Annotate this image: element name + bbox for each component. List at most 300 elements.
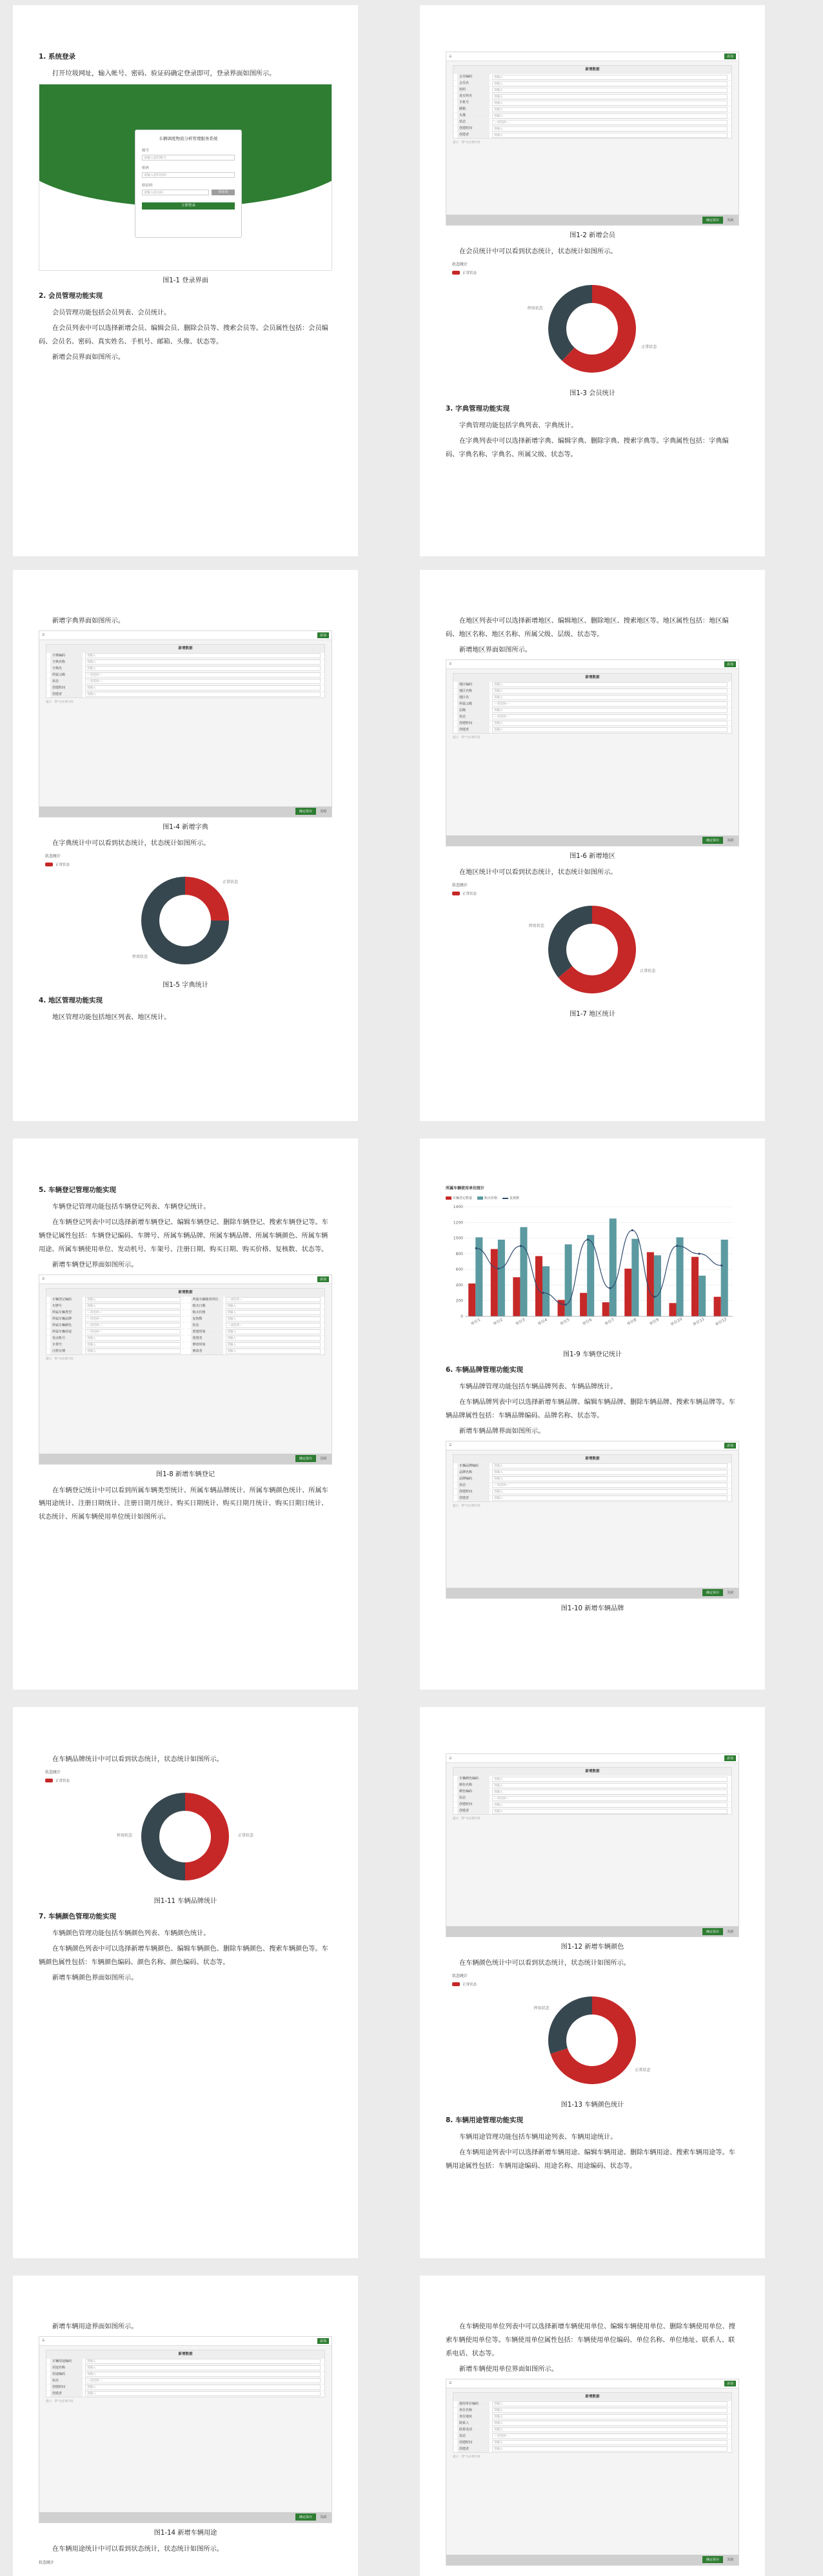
field-input[interactable]: 请输入 xyxy=(492,1809,728,1814)
figure-caption: 图1-11 车辆品牌统计 xyxy=(154,1897,217,1905)
save-button[interactable]: 确定保存 xyxy=(702,837,723,844)
field-input[interactable]: 请输入 xyxy=(226,1342,321,1347)
form-row xyxy=(453,720,731,727)
menu-icon[interactable]: ☰ xyxy=(449,662,452,667)
form-row xyxy=(46,665,324,672)
captcha-input[interactable]: 请输入验证码 xyxy=(142,190,209,195)
save-button[interactable]: 确定保存 xyxy=(295,808,316,815)
field-label: 所属车辆品牌 xyxy=(50,1316,83,1322)
field-label: 状态 xyxy=(50,679,83,685)
form-row xyxy=(453,727,731,733)
form-row xyxy=(453,2401,731,2407)
form-card xyxy=(453,1767,732,1815)
form-note: 提示：带*为必填字段 xyxy=(453,2455,481,2459)
field-input[interactable]: ---请选择--- xyxy=(226,1297,321,1302)
form-row xyxy=(46,1303,184,1309)
field-input[interactable]: 请输入 xyxy=(85,2365,321,2370)
chart-title: 状态统计 xyxy=(452,883,468,888)
form-row xyxy=(46,2377,324,2384)
form-card xyxy=(453,2392,732,2453)
field-input[interactable]: 请输入 xyxy=(492,1476,728,1481)
field-input[interactable]: 请输入 xyxy=(492,81,728,86)
field-label: 状态 xyxy=(457,1795,490,1801)
form-row xyxy=(453,707,731,714)
form-header: 新增数据 xyxy=(453,674,731,681)
field-input[interactable]: 请输入 xyxy=(492,133,728,138)
field-input[interactable]: 请输入 xyxy=(492,1790,728,1795)
form-row xyxy=(453,681,731,688)
form-row xyxy=(453,2407,731,2414)
add-button[interactable]: 添加 xyxy=(317,1276,329,1282)
field-input[interactable]: 请输入 xyxy=(226,1303,321,1309)
field-input[interactable]: 请输入 xyxy=(492,101,728,106)
paragraph: 在车辆用途列表中可以选择新增车辆用途、编辑车辆用途、删除车辆用途、搜索车辆用途等。车辆用途属性包括：车辆用途编码、用途名称、用途编码、状态等。 xyxy=(446,2149,735,2170)
field-input[interactable]: ---请选择--- xyxy=(226,1323,321,1328)
form-row xyxy=(453,106,731,112)
save-button[interactable]: 确定保存 xyxy=(702,1928,723,1935)
slice-label: 正常状态 xyxy=(222,879,238,884)
section-title: 2. 会员管理功能实现 xyxy=(39,291,103,300)
line-point xyxy=(676,1245,678,1247)
line-point xyxy=(542,1292,544,1294)
field-input[interactable]: 请输入 xyxy=(492,75,728,80)
form-row xyxy=(187,1348,325,1354)
form-row xyxy=(46,1296,184,1303)
field-input[interactable]: 请输入 xyxy=(492,2440,728,2445)
field-input[interactable]: 请输入 xyxy=(492,708,728,713)
paragraph: 在车辆品牌统计中可以看到状态统计，状态统计如图所示。 xyxy=(52,1756,223,1763)
field-label: 单位地址 xyxy=(457,2414,490,2420)
form-row xyxy=(187,1316,325,1322)
form-row xyxy=(46,691,324,698)
menu-icon[interactable]: ☰ xyxy=(449,54,452,59)
field-input[interactable]: 请输入 xyxy=(492,1802,728,1808)
field-input[interactable]: 请输入 xyxy=(492,1489,728,1494)
menu-icon[interactable]: ☰ xyxy=(42,633,45,638)
field-input[interactable]: 请输入 xyxy=(85,2391,321,2396)
form-footer xyxy=(446,1588,739,1598)
form-row xyxy=(46,1329,184,1335)
paragraph: 在车辆用途统计中可以看到状态统计，状态统计如图所示。 xyxy=(52,2545,223,2553)
field-input[interactable]: 请输入 xyxy=(226,1329,321,1334)
legend-label: 正常状态 xyxy=(462,271,477,275)
field-input[interactable]: ---请选择--- xyxy=(85,1310,181,1315)
donut-slice xyxy=(548,1996,592,2054)
form-row xyxy=(453,112,731,119)
field-input[interactable]: ---请选择--- xyxy=(492,1796,728,1801)
form-note: 提示：带*为必填字段 xyxy=(46,700,74,704)
line-point xyxy=(631,1229,633,1231)
field-label: 字典编码 xyxy=(50,653,83,659)
field-label: 创建者 xyxy=(457,2446,490,2452)
field-label: 创建者 xyxy=(191,1336,223,1342)
field-label: 创建时间 xyxy=(50,685,83,691)
form-row xyxy=(46,2390,324,2397)
field-input[interactable]: 请输入 xyxy=(492,1470,728,1475)
paragraph: 新增地区界面如图所示。 xyxy=(459,646,532,654)
field-label: 联系电话 xyxy=(457,2427,490,2433)
line-point xyxy=(564,1303,566,1305)
form-row xyxy=(46,659,324,665)
add-registration-screenshot xyxy=(39,1274,332,1465)
paragraph: 在车辆使用单位列表中可以选择新增车辆使用单位、编辑车辆使用单位、删除车辆使用单位、搜索车辆使用单位等。车辆使用单位属性包括：车辆使用单位编码、单位名称、单位地址、联系人、联系电话、状态等。 xyxy=(446,2323,735,2357)
field-label: 所属车辆类型 xyxy=(50,1310,83,1316)
line-point xyxy=(475,1247,477,1249)
field-label: 车辆用途编码 xyxy=(50,2359,83,2365)
donut-svg xyxy=(446,261,739,384)
add-button[interactable]: 添加 xyxy=(317,2338,329,2344)
x-tick-label: 单位4 xyxy=(537,1317,548,1327)
field-input[interactable]: 请输入 xyxy=(492,2446,728,2452)
field-label: 地区名称 xyxy=(457,688,490,694)
slice-label: 停用状态 xyxy=(116,1833,132,1838)
bar xyxy=(654,1255,661,1316)
form-row xyxy=(46,1348,184,1354)
field-input[interactable]: 请输入 xyxy=(85,2372,321,2377)
figure-caption: 图1-9 车辆登记统计 xyxy=(562,1351,622,1358)
field-input[interactable]: 请输入 xyxy=(492,126,728,132)
page-5 xyxy=(13,1138,358,1690)
field-label: 创建者 xyxy=(457,1496,490,1501)
form-footer xyxy=(39,2512,332,2522)
field-input[interactable]: 请输入 xyxy=(492,688,728,694)
screenshot-toolbar xyxy=(446,660,739,669)
field-label: 创建时间 xyxy=(457,721,490,727)
field-label: 单位名称 xyxy=(457,2408,490,2414)
field-label: 创建者 xyxy=(457,132,490,138)
y-tick-label: 400 xyxy=(455,1283,463,1288)
bar xyxy=(714,1297,721,1316)
form-row xyxy=(46,1316,184,1322)
form-row xyxy=(453,1795,731,1801)
field-label: 邮箱 xyxy=(457,106,490,112)
x-tick-label: 单位5 xyxy=(559,1317,571,1327)
legend-label: 车辆登记数量 xyxy=(453,1196,473,1200)
paragraph: 新增车辆使用单位界面如图所示。 xyxy=(459,2365,558,2373)
field-label: 所属车辆使用单位 xyxy=(191,1297,223,1303)
y-tick-label: 200 xyxy=(455,1298,463,1303)
form-row xyxy=(453,2439,731,2446)
close-button[interactable]: 关闭 xyxy=(319,810,326,814)
field-input[interactable]: ---请选择--- xyxy=(492,701,728,707)
form-row xyxy=(453,1469,731,1476)
form-row xyxy=(453,2433,731,2439)
field-input[interactable]: ---请选择--- xyxy=(492,120,728,125)
page-2 xyxy=(420,5,765,556)
field-input[interactable]: ---请选择--- xyxy=(85,672,321,678)
paragraph: 新增字典界面如图所示。 xyxy=(52,618,125,625)
close-button[interactable]: 关闭 xyxy=(726,2558,733,2562)
slice-label: 正常状态 xyxy=(641,345,657,350)
legend-label: 正常状态 xyxy=(55,1779,70,1783)
form-row xyxy=(453,1801,731,1808)
form-column-right xyxy=(187,1296,325,1354)
form-note: 提示：带*为必填字段 xyxy=(453,141,481,144)
form-footer xyxy=(446,2555,739,2565)
password-input[interactable]: 请输入您的密码 xyxy=(142,172,235,178)
close-button[interactable]: 关闭 xyxy=(319,2515,326,2520)
line-point xyxy=(497,1267,499,1269)
form-note: 提示：带*为必填字段 xyxy=(46,2399,74,2403)
figure-caption: 图1-4 新增字典 xyxy=(163,823,208,831)
field-input[interactable]: 请输入 xyxy=(492,1463,728,1469)
add-button[interactable]: 添加 xyxy=(724,661,736,667)
form-note: 提示：带*为必填字段 xyxy=(46,1357,74,1361)
form-footer xyxy=(446,215,739,225)
account-input[interactable]: 请输入您的账号 xyxy=(142,155,235,161)
paragraph: 新增会员界面如图所示。 xyxy=(52,353,125,361)
chart-title: 状态统计 xyxy=(452,262,468,267)
donut-chart xyxy=(39,853,332,975)
field-input[interactable]: ---请选择--- xyxy=(85,2378,321,2383)
add-button[interactable]: 添加 xyxy=(724,1443,736,1449)
form-row xyxy=(46,1335,184,1342)
slice-label: 停用状态 xyxy=(527,306,543,311)
slice-label: 正常状态 xyxy=(238,1833,254,1838)
save-button[interactable]: 确定保存 xyxy=(702,1589,723,1596)
login-box xyxy=(135,130,242,238)
page-8 xyxy=(420,1707,765,2258)
field-input[interactable]: 请输入 xyxy=(85,666,321,671)
field-label: 用途名称 xyxy=(50,2365,83,2371)
field-input[interactable]: 请输入 xyxy=(226,1349,321,1354)
field-input[interactable]: 请输入 xyxy=(85,653,321,658)
form-card xyxy=(453,673,732,734)
section-title: 5. 车辆登记管理功能实现 xyxy=(39,1186,116,1194)
close-button[interactable]: 关闭 xyxy=(726,218,733,222)
field-input[interactable]: 请输入 xyxy=(492,2414,728,2419)
password-label: 密码 xyxy=(142,166,150,170)
field-input[interactable]: 请输入 xyxy=(492,2408,728,2413)
form-card xyxy=(453,65,732,139)
save-button[interactable]: 确定保存 xyxy=(702,2556,723,2563)
menu-icon[interactable]: ☰ xyxy=(449,2381,452,2386)
screenshot-toolbar xyxy=(39,2337,332,2346)
x-tick-label: 单位6 xyxy=(581,1317,593,1327)
add-button[interactable]: 添加 xyxy=(724,54,736,59)
donut-slice xyxy=(141,1793,185,1880)
figure-caption: 图1-10 新增车辆品牌 xyxy=(560,1605,624,1612)
form-header: 新增数据 xyxy=(453,1768,731,1775)
field-label: 注册日期 xyxy=(50,1349,83,1354)
field-input[interactable]: ---请选择--- xyxy=(85,1323,181,1328)
field-input[interactable]: 请输入 xyxy=(85,659,321,665)
form-card xyxy=(453,1454,732,1502)
field-input[interactable]: 请输入 xyxy=(492,1777,728,1782)
field-input[interactable]: 请输入 xyxy=(492,88,728,93)
y-tick-label: 1000 xyxy=(453,1236,463,1241)
field-input[interactable]: ---请选择--- xyxy=(492,714,728,719)
field-input[interactable]: ---请选择--- xyxy=(85,679,321,684)
field-input[interactable]: ---请选择--- xyxy=(85,1329,181,1334)
line-point xyxy=(720,1264,722,1266)
field-label: 车辆颜色编码 xyxy=(457,1776,490,1782)
donut-chart xyxy=(446,882,739,1004)
close-button[interactable]: 关闭 xyxy=(319,1457,326,1461)
figure-caption: 图1-1 登录界面 xyxy=(163,277,208,284)
form-row xyxy=(187,1303,325,1309)
y-tick-label: 800 xyxy=(455,1251,463,1256)
x-tick-label: 单位2 xyxy=(492,1317,504,1327)
paragraph: 在车辆颜色列表中可以选择新增车辆颜色、编辑车辆颜色、删除车辆颜色、搜索车辆颜色等。车辆颜色属性包括：车辆颜色编码、颜色名称、颜色编码、状态等。 xyxy=(39,1945,328,1966)
paragraph: 车辆颜色管理功能包括车辆颜色列表、车辆颜色统计。 xyxy=(52,1929,210,1937)
close-button[interactable]: 关闭 xyxy=(726,1591,733,1595)
save-button[interactable]: 确定保存 xyxy=(702,217,723,224)
bar-chart xyxy=(446,1184,739,1345)
account-label: 账号 xyxy=(142,148,150,153)
page-6 xyxy=(420,1138,765,1690)
field-input[interactable]: ---请选择--- xyxy=(492,2434,728,2439)
x-tick-label: 单位3 xyxy=(515,1317,526,1327)
section-title: 4. 地区管理功能实现 xyxy=(39,996,103,1004)
add-usage-screenshot xyxy=(39,2336,332,2523)
figure-caption: 图1-3 会员统计 xyxy=(570,389,615,397)
form-row xyxy=(453,1808,731,1814)
captcha-image[interactable]: 验证码 xyxy=(212,190,235,195)
form-note: 提示：带*为必填字段 xyxy=(453,736,481,739)
save-button[interactable]: 确定保存 xyxy=(295,1455,316,1462)
menu-icon[interactable]: ☰ xyxy=(42,2339,45,2343)
paragraph: 车辆用途管理功能包括车辆用途列表、车辆用途统计。 xyxy=(459,2133,617,2141)
field-input[interactable]: 请输入 xyxy=(492,107,728,112)
field-input[interactable]: 请输入 xyxy=(492,2421,728,2426)
section-title: 7. 车辆颜色管理功能实现 xyxy=(39,1912,116,1920)
form-header: 新增数据 xyxy=(453,2393,731,2401)
form-row xyxy=(453,2420,731,2426)
field-input[interactable]: 请输入 xyxy=(492,721,728,726)
close-button[interactable]: 关闭 xyxy=(726,1929,733,1934)
field-label: 修改时间 xyxy=(191,1342,223,1348)
close-button[interactable]: 关闭 xyxy=(726,839,733,843)
slice-label: 正常状态 xyxy=(635,2068,651,2073)
field-input[interactable]: 请输入 xyxy=(85,685,321,690)
bar xyxy=(468,1283,475,1316)
add-member-screenshot xyxy=(446,52,739,226)
bar xyxy=(691,1257,699,1316)
add-button[interactable]: 添加 xyxy=(724,2381,736,2386)
field-label: 会员编码 xyxy=(457,74,490,80)
add-dict-screenshot xyxy=(39,630,332,817)
captcha-label: 验证码 xyxy=(142,183,153,188)
field-input[interactable]: 请输入 xyxy=(492,682,728,687)
field-label: 状态 xyxy=(457,119,490,125)
field-input[interactable]: 请输入 xyxy=(492,2401,728,2406)
field-label: 字典名 xyxy=(50,666,83,672)
field-label: 所属父级 xyxy=(50,672,83,678)
form-row xyxy=(453,1476,731,1482)
field-input[interactable]: 请输入 xyxy=(226,1336,321,1341)
donut-svg xyxy=(446,882,739,1004)
field-input[interactable]: 请输入 xyxy=(492,94,728,99)
field-input[interactable]: 请输入 xyxy=(85,2359,321,2364)
menu-icon[interactable]: ☰ xyxy=(42,1277,45,1282)
bar xyxy=(669,1303,676,1316)
field-input[interactable]: 请输入 xyxy=(85,1342,181,1347)
paragraph: 在地区列表中可以选择新增地区、编辑地区、删除地区、搜索地区等。地区属性包括：地区编码、地区名称、地区名称、所属父级、层级、状态等。 xyxy=(446,618,729,638)
y-tick-label: 600 xyxy=(455,1267,463,1273)
field-input[interactable]: 请输入 xyxy=(492,1783,728,1788)
field-input[interactable]: 请输入 xyxy=(226,1310,321,1315)
line-point xyxy=(699,1253,700,1254)
form-row xyxy=(453,2426,731,2433)
figure-caption: 图1-12 新增车辆颜色 xyxy=(560,1944,624,1951)
form-row xyxy=(453,1463,731,1469)
field-input[interactable]: 请输入 xyxy=(492,727,728,732)
field-input[interactable]: 请输入 xyxy=(85,1297,181,1302)
form-row xyxy=(46,678,324,685)
form-footer xyxy=(39,1454,332,1464)
login-button[interactable]: 立即登录 xyxy=(142,202,235,210)
field-label: 状态 xyxy=(457,2434,490,2439)
form-row xyxy=(453,1482,731,1488)
field-label: 创建时间 xyxy=(457,2440,490,2446)
figure-caption: 图1-14 新增车辆用途 xyxy=(154,2529,217,2537)
form-header: 新增数据 xyxy=(46,1289,324,1296)
field-label: 联系人 xyxy=(457,2421,490,2426)
form-row xyxy=(453,99,731,106)
form-row xyxy=(453,701,731,707)
login-title: 车辆调度物流分析管理服务系统 xyxy=(159,135,218,141)
add-button[interactable]: 添加 xyxy=(317,632,329,638)
field-label: 会员名 xyxy=(457,81,490,86)
field-input[interactable]: 请输入 xyxy=(85,1303,181,1309)
legend-label: 复核数 xyxy=(510,1196,520,1200)
line-point xyxy=(587,1238,589,1240)
slice-label: 停用状态 xyxy=(533,2005,550,2011)
form-note: 提示：带*为必填字段 xyxy=(453,1817,481,1820)
legend-label: 正常状态 xyxy=(462,892,477,896)
menu-icon[interactable]: ☰ xyxy=(449,1756,452,1761)
page-3 xyxy=(13,570,358,1121)
bar xyxy=(610,1218,617,1316)
paragraph: 地区管理功能包括地区列表、地区统计。 xyxy=(52,1013,171,1021)
form-header: 新增数据 xyxy=(46,2350,324,2358)
form-row xyxy=(453,80,731,86)
field-input[interactable]: 请输入 xyxy=(85,1336,181,1341)
field-input[interactable]: 请输入 xyxy=(85,1349,181,1354)
field-input[interactable]: 请输入 xyxy=(226,1316,321,1322)
menu-icon[interactable]: ☰ xyxy=(449,1443,452,1448)
add-color-screenshot xyxy=(446,1753,739,1937)
add-unit-screenshot xyxy=(446,2379,739,2566)
save-button[interactable]: 确定保存 xyxy=(295,2513,316,2521)
line-point xyxy=(520,1245,522,1247)
field-input[interactable]: ---请选择--- xyxy=(492,1483,728,1488)
field-input[interactable]: 请输入 xyxy=(492,1496,728,1501)
field-label: 地区编码 xyxy=(457,682,490,688)
field-input[interactable]: 请输入 xyxy=(85,2385,321,2390)
field-label: 使用单位编码 xyxy=(457,2401,490,2407)
add-button[interactable]: 添加 xyxy=(724,1755,736,1761)
screenshot-toolbar xyxy=(446,1754,739,1763)
donut-svg xyxy=(446,1973,739,2095)
field-input[interactable]: 请输入 xyxy=(85,692,321,697)
field-input[interactable]: ---请选择--- xyxy=(85,1316,181,1322)
paragraph: 新增车辆用途界面如图所示。 xyxy=(52,2323,138,2330)
paragraph: 在车辆品牌列表中可以选择新增车辆品牌、编辑车辆品牌、删除车辆品牌、搜索车辆品牌等。车辆品牌属性包括：车辆品牌编码、品牌名称、状态等。 xyxy=(446,1398,735,1420)
field-label: 车牌号 xyxy=(50,1303,83,1309)
y-tick-label: 1400 xyxy=(453,1205,463,1209)
field-input[interactable]: 请输入 xyxy=(492,695,728,700)
form-column-left xyxy=(46,1296,184,1354)
form-card xyxy=(46,1288,325,1355)
field-input[interactable]: 请输入 xyxy=(492,113,728,119)
field-input[interactable]: 请输入 xyxy=(492,2427,728,2432)
field-label: 地区名 xyxy=(457,695,490,701)
field-label: 层级 xyxy=(457,708,490,714)
form-row xyxy=(453,132,731,138)
field-label: 复核数 xyxy=(191,1316,223,1322)
